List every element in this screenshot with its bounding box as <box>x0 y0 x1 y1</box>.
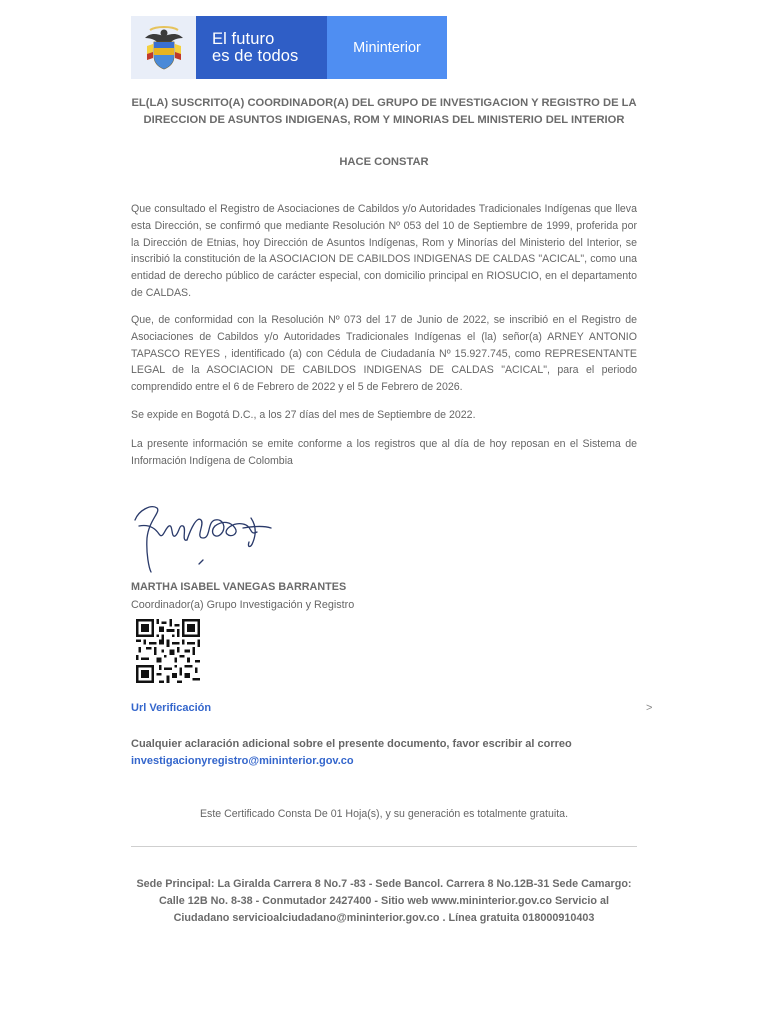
document-title: EL(LA) SUSCRITO(A) COORDINADOR(A) DEL GRUPO DE INVESTIGACION Y REGISTRO DE LA DIRECCION DE ASUNTOS INDIGENAS, ROM Y MINORIAS DEL MINISTERIO DEL INTERIOR <box>131 97 637 126</box>
brand-logo: Mininterior <box>327 16 447 79</box>
signer-name: MARTHA ISABEL VANEGAS BARRANTES <box>131 581 347 593</box>
slogan-line-2: es de todos <box>212 46 299 65</box>
contact-email-link[interactable]: investigacionyregistro@mininterior.gov.co <box>131 754 354 767</box>
shield-box <box>131 16 196 79</box>
contact-text: Cualquier aclaración adicional sobre el presente documento, favor escribir al correo <box>131 738 572 750</box>
paragraph-registration: Que consultado el Registro de Asociaciones de Cabildos y/o Autoridades Tradicionales Indígenas que lleva esta Dirección, se confirmó que mediante Resolución Nº 053 del 10 de Septiembre de 1999, proferida por la Dirección de Etnias, hoy Dirección de Asuntos Indígenas, Rom y Minorías del Ministerio del Interior, se inscribió la constitución de la ASOCIACION DE CABILDOS INDIGENAS DE CALDAS "ACICAL", como una entidad de derecho público de carácter especial, con domicilio principal en RIOSUCIO, en el departamento de CALDAS. <box>131 203 637 299</box>
slogan-line-1: El futuro <box>212 29 275 48</box>
colombia-coat-of-arms-icon <box>141 24 187 72</box>
paragraph-issued: Se expide en Bogotá D.C., a los 27 días del mes de Septiembre de 2022. <box>131 409 476 421</box>
footer-divider <box>131 846 637 847</box>
footer-address: Sede Principal: La Giralda Carrera 8 No.7 -83 - Sede Bancol. Carrera 8 No.12B-31 Sede Camargo: Calle 12B No. 8-38 - Conmutador 2427400 - Sitio web www.mininterior.gov.co Servicio al Ciudadano servicioalciudadano@mininterior.gov.co . Línea gratuita 018000910403 <box>136 878 632 924</box>
slogan <box>196 16 327 79</box>
contact-block <box>131 736 572 769</box>
document-subtitle: HACE CONSTAR <box>339 156 429 168</box>
handwritten-signature <box>131 498 281 578</box>
certificate-note: Este Certificado Consta De 01 Hoja(s), y su generación es totalmente gratuita. <box>199 808 569 820</box>
qr-code-icon <box>136 619 200 683</box>
paragraph-legal-representative: Que, de conformidad con la Resolución Nº 073 del 17 de Junio de 2022, se inscribió en el Registro de Asociaciones de Cabildos y/o Autoridades Tradicionales Indígenas el (la) señor(a) ARNEY ANTONIO TAPASCO REYES , identificado (a) con Cédula de Ciudadanía Nº 15.927.745, como REPRESENTANTE LEGAL de la ASOCIACION DE CABILDOS INDIGENAS DE CALDAS "ACICAL", para el periodo comprendido entre el 6 de Febrero de 2022 y el 5 de Febrero de 2026. <box>131 314 637 394</box>
signer-role: Coordinador(a) Grupo Investigación y Registro <box>131 599 355 611</box>
url-verification-link[interactable]: Url Verificación <box>131 702 212 714</box>
paragraph-information: La presente información se emite conforme a los registros que al día de hoy reposan en el Sistema de Información Indígena de Colombia <box>131 438 637 467</box>
header-banner <box>131 16 447 79</box>
chevron-right-icon[interactable]: > <box>646 702 653 714</box>
